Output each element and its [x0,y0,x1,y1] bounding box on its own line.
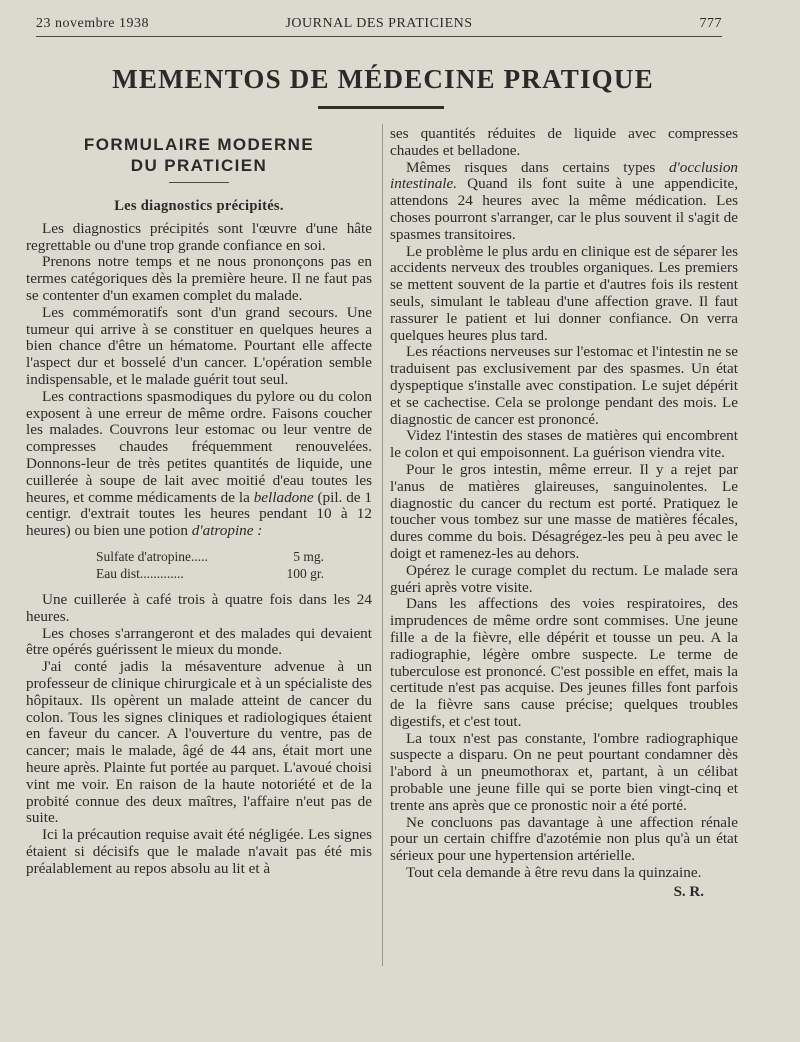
paragraph [390,160,738,244]
formula-row [96,565,372,582]
title-rule [318,106,444,109]
paragraph: Les choses s'arrangeront et des malades qui devaient être opérés guérissent le mieux du monde. [26,624,372,659]
paragraph: Dans les affections des voies respiratoires, des imprudences de même ordre sont commises. Une jeune fille a de la fièvre, elle dépérit et tousse un peu. A la radiographie, légère ombre suspecte. Le terme de tuberculose est prononcé. C'est possible en effet, mais la certitude n'est pas acquise. Des jeunes filles font parfois de la fièvre sans cause précise; quelques troubles digestifs, et c'est tout. [390,595,738,730]
italic-term: d'occlusion intestinale. [390,158,739,193]
right-column [390,126,738,901]
paragraph: Les diagnostics précipités sont l'œuvre d'une hâte regrettable ou d'une trop grande confiance en soi. [26,219,372,254]
prescription-formula [96,548,372,582]
running-header [36,14,722,37]
paragraph: Ici la précaution requise avait été négligée. Les signes étaient si décisifs que le malade n'avait pas été mis préalablement au repos absolu au lit et à [26,826,372,877]
paragraph [26,389,372,540]
paragraph: Tout cela demande à être revu dans la quinzaine. [406,864,702,882]
section-title-line1: FORMULAIRE MODERNE [83,135,315,154]
paragraph: La toux n'est pas constante, l'ombre radiographique suspecte a disparu. On ne peut pourtant condamner dès l'abord à un pneumothorax et, partant, à un célibat probable une jeune fille qui se porte bien vingt-cinq et trente ans après que ce pronostic noir a été porté. [390,729,738,814]
paragraph: Les commémoratifs sont d'un grand secours. Une tumeur qui arrive à se constituer en quelques heures a bien chance d'être un hématome. Pourtant elle affecte l'aspect dur et bosselé d'un cancer. L'opération semble indispensable, et le malade guérit tout seul. [26,303,372,388]
formula-dose: 100 gr. [286,565,324,581]
section-title [26,134,372,176]
page-title: MEMENTOS DE MÉDECINE PRATIQUE [112,64,654,94]
issue-date: 23 novembre 1938 [36,16,149,31]
formula-ingredient: Sulfate d'atropine..... [96,548,208,564]
paragraph: Une cuillerée à café trois à quatre fois dans les 24 heures. [26,590,372,625]
text-run: Les contractions spasmodiques du pylore ou du colon exposent à une erreur de même ordre. Faisons coucher les malades. Couvrons leur estomac ou leur ventre de compresses chaudes fréquemment renouvelées. Donnons-leur de très petites quantités de liquide, une cuillerée à soupe de lait avec moitié d'eau toutes les heures, et comme médicaments de la [26,387,372,506]
paragraph: Le problème le plus ardu en clinique est de séparer les accidents nerveux des troubles organiques. Les premiers se mettent souvent de la partie et d'autres fois ils restent seuls, simulant le tableau d'une affection grave. Il faut rassurer le patient et lui donner confiance. On verra quelques heures plus tard. [390,242,738,344]
paragraph: Les réactions nerveuses sur l'estomac et l'intestin ne se traduisent pas exclusivement par des spasmes. Un état dyspeptique s'installe avec constipation. Le sujet dépérit et se cachectise. Cela se prolonge pendant des mois. Le diagnostic de cancer est prononcé. [390,343,738,428]
column-divider [382,124,383,966]
text-run: Quand ils font suite à une appendicite, attendons 24 heures avec la même médication. Les choses pourront s'arranger, car le plus souvent il s'agit de spasmes transitoires. [390,175,739,243]
paragraph: Ne concluons pas davantage à une affection rénale pour un certain chiffre d'azotémie non plus qu'à un état sérieux pour une hypertension artérielle. [390,813,738,865]
text-run: Mêmes risques dans certains types [406,158,656,176]
section-subtitle: Les diagnostics précipités. [114,198,284,214]
formula-dose: 5 mg. [293,548,324,564]
journal-name: JOURNAL DES PRATICIENS [285,16,473,31]
paragraph: Opérez le curage complet du rectum. Le malade sera guéri après votre visite. [390,561,738,596]
paragraph: Videz l'intestin des stases de matières qui encombrent le colon et qui empoisonnent. La guérison viendra vite. [390,427,738,462]
text-run: (pil. de 1 centigr. d'extrait toutes les heures pendant 10 à 12 heures) ou bien une potion [26,488,373,540]
paragraph: ses quantités réduites de liquide avec compresses chaudes et belladone. [390,125,738,159]
formula-ingredient: Eau dist............. [96,565,184,581]
section-rule [169,182,229,183]
section-title-line2: DU PRATICIEN [130,156,268,175]
paragraph: Pour le gros intestin, même erreur. Il y a rejet par l'anus de matières glaireuses, sanguinolentes. Le diagnostic du cancer du rectum est porté. Pratiquez le toucher vous tombez sur une masse de matières fécales, dures comme du bois. Désagrégez-les peu à peu avec le doigt et ramenez-les au dehors. [390,460,738,562]
author-signature: S. R. [673,883,704,900]
paragraph: J'ai conté jadis la mésaventure advenue à un professeur de clinique chirurgicale et à un spécialiste des hôpitaux. Ils opèrent un malade atteint de cancer du colon. Tous les signes cliniques et radiologiques étaient en faveur du cancer. A l'ouverture du ventre, pas de cancer; mais le malade, âgé de 44 ans, était mort une heure après. Plainte fut portée au parquet. L'avoué choisi vint me voir. En raison de la haute notoriété et de la probité connue des deux maîtres, l'affaire n'eut pas de suite. [26,658,372,827]
left-column [26,126,372,877]
page-number: 777 [699,16,722,31]
formula-row [96,548,372,565]
italic-term: belladone [253,488,314,506]
paragraph: Prenons notre temps et ne nous prononçons pas en termes catégoriques dès la première heure. Il ne faut pas se contenter d'un examen complet du malade. [26,253,372,304]
italic-term: d'atropine : [191,522,263,540]
